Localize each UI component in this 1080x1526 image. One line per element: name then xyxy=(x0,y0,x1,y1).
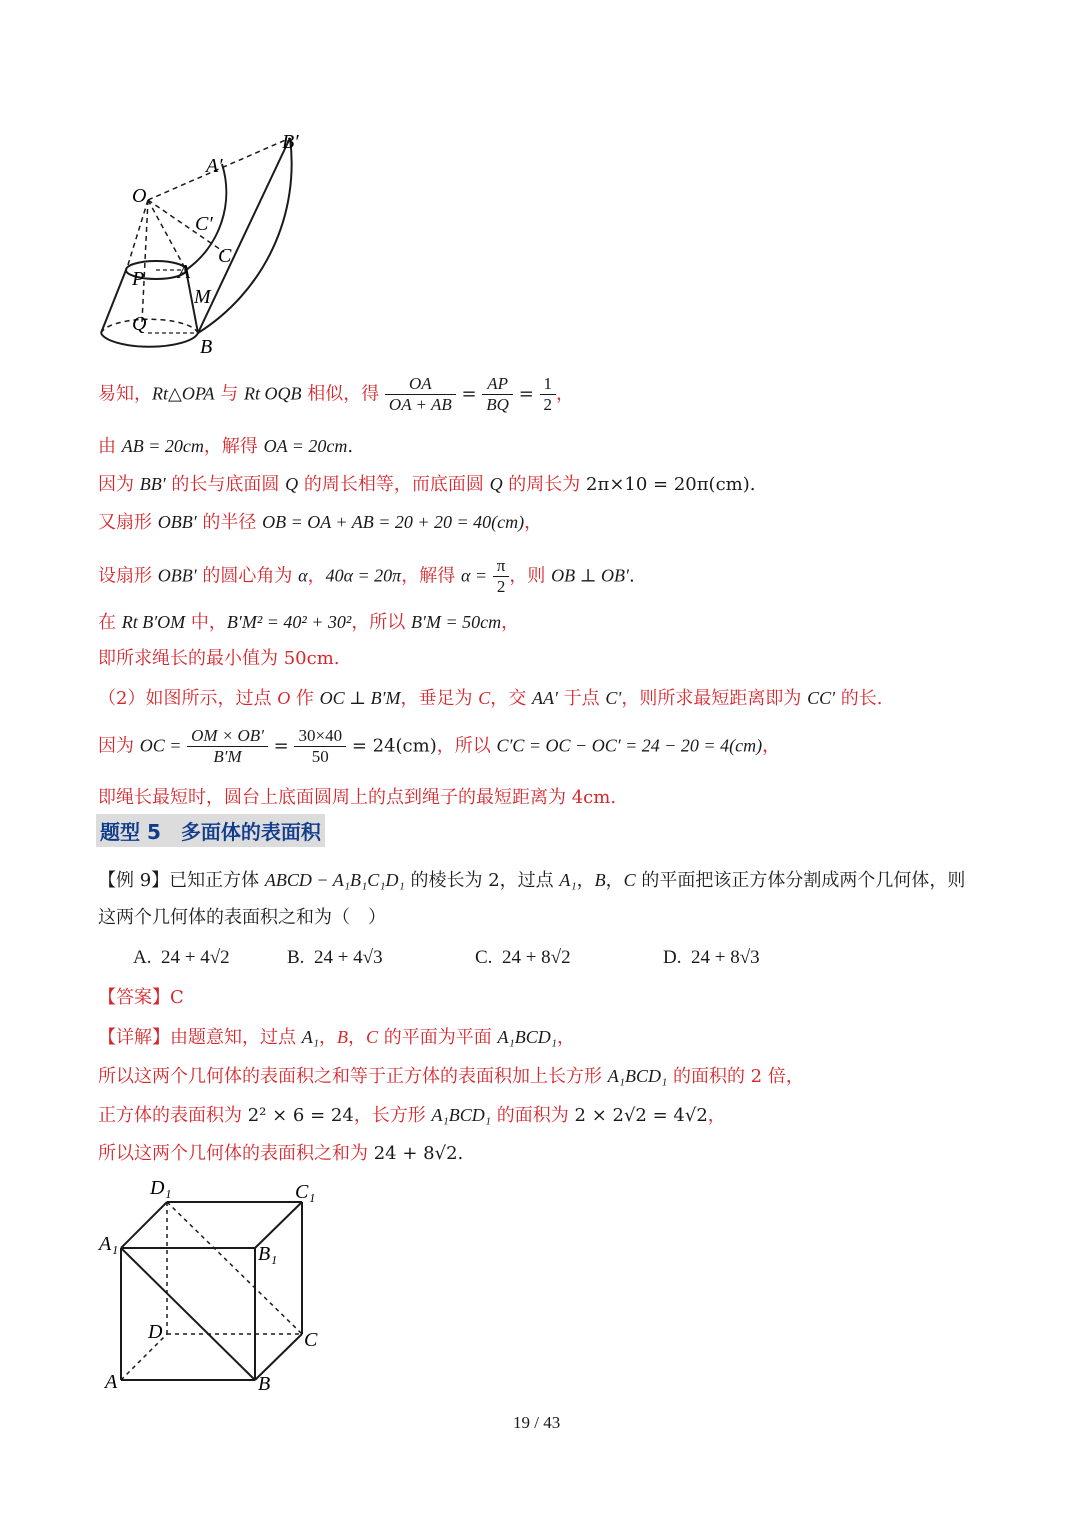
option-c[interactable]: C. 24 + 8√2 xyxy=(475,947,571,968)
solution-line-10: 即绳长最短时，圆台上底面圆周上的点到绳子的最短距离为 4cm. xyxy=(98,787,617,808)
label-c: C xyxy=(218,245,232,267)
frustum-left-side xyxy=(101,270,126,333)
label-a-prime: A′ xyxy=(206,155,223,177)
example9-question-line-2: 这两个几何体的表面积之和为（ ） xyxy=(98,907,386,928)
label-c: C xyxy=(304,1329,318,1351)
page-number: 19 / 43 xyxy=(513,1413,561,1432)
detail-line-1: 【详解】由题意知，过点 A₁，B，C 的平面为平面 A₁BCD₁， xyxy=(98,1027,575,1048)
label-d: D xyxy=(148,1321,163,1343)
example9-question-line-1: 【例 9】已知正方体 ABCD − A₁B₁C₁D₁ 的棱长为 2，过点 A₁，B，C 的平面把该正方体分割成两个几何体，则 xyxy=(98,870,966,891)
fraction-ap-over-bq: $\frac{AP}{BQ}$ xyxy=(482,374,513,415)
label-p: P xyxy=(132,268,145,290)
bottom-ellipse-front xyxy=(101,333,198,347)
fraction-pi-over-two: $\frac{\pi}{2}$ xyxy=(493,556,510,597)
fraction-1200-over-50: $\frac{30\times 40}{50}$ xyxy=(294,726,346,767)
solution-line-8: （2）如图所示，过点 O 作 OC ⊥ B′M，垂足为 C，交 AA′ 于点 C′，则所求最短距离即为 CC′ 的长. xyxy=(98,688,883,709)
edge-a1-d1 xyxy=(121,1202,167,1248)
label-d1: D₁ xyxy=(150,1177,172,1199)
solution-line-9: 因为 OC = $\frac{OM \times OB'}{B'M}$ = $\frac{30\times 40}{50}$ = 24(cm)，所以 C′C = OC − OC′ = 24 − 20 = 4(cm)， xyxy=(98,726,781,766)
option-b[interactable]: B. 24 + 4√3 xyxy=(287,947,383,968)
solution-line-3: 因为 BB′ 的长与底面圆 Q 的周长相等，而底面圆 Q 的周长为 2π×10 = 20π(cm). xyxy=(98,474,756,495)
fraction-om-ob-over-bm: $\frac{OM \times OB'}{B'M}$ xyxy=(187,726,268,767)
edge-b1-c1 xyxy=(255,1202,302,1248)
label-b: B xyxy=(200,336,213,358)
label-b-prime: B′ xyxy=(282,131,299,153)
detail-line-2: 所以这两个几何体的表面积之和等于正方体的表面积加上长方形 A₁BCD₁ 的面积的 2 倍， xyxy=(98,1066,804,1087)
section-heading: 题型 5 多面体的表面积 xyxy=(96,814,325,847)
label-b1: B₁ xyxy=(258,1243,278,1265)
line-o-right xyxy=(148,200,186,270)
detail-line-4: 所以这两个几何体的表面积之和为 24 + 8√2. xyxy=(98,1143,464,1164)
label-o: O xyxy=(132,185,147,207)
label-q: Q xyxy=(132,313,147,335)
label-a: A xyxy=(178,261,191,283)
option-d[interactable]: D. 24 + 8√3 xyxy=(663,947,760,968)
solution-line-4: 又扇形 OBB′ 的半径 OB = OA + AB = 20 + 20 = 40(cm)， xyxy=(98,512,543,533)
solution-line-7: 即所求绳长的最小值为 50cm. xyxy=(98,648,340,669)
diagonal-a1-b xyxy=(121,1248,255,1380)
label-a: A xyxy=(105,1371,118,1393)
fraction-one-half: $\frac{1}{2}$ xyxy=(540,374,557,415)
label-b: B xyxy=(258,1373,271,1395)
solution-line-1: 易知，Rt△OPA 与 Rt OQB 相似，得 $\frac{OA}{OA + AB}$ = $\frac{AP}{BQ}$ = $\frac{1}{2}$ ， xyxy=(98,374,575,414)
detail-line-3: 正方体的表面积为 2² × 6 = 24，长方形 A₁BCD₁ 的面积为 2 × 2√2 = 4√2， xyxy=(98,1105,726,1126)
bottom-ellipse-back xyxy=(101,319,198,333)
answer-line: 【答案】C xyxy=(98,987,184,1008)
option-a[interactable]: A. 24 + 4√2 xyxy=(133,947,230,968)
frustum-sector-figure xyxy=(90,120,320,365)
label-c-prime: C′ xyxy=(195,213,213,235)
label-c1: C₁ xyxy=(295,1181,316,1203)
solution-line-5: 设扇形 OBB′ 的圆心角为 α，40α = 20π，解得 α = $\frac{\pi}{2}$ ，则 OB ⊥ OB′. xyxy=(98,556,635,596)
fraction-oa-over-oa-plus-ab: $\frac{OA}{OA + AB}$ xyxy=(385,374,456,415)
label-a1: A₁ xyxy=(99,1233,119,1255)
cube-figure xyxy=(95,1172,335,1397)
solution-line-6: 在 Rt B′OM 中，B′M² = 40² + 30²，所以 B′M = 50cm， xyxy=(98,612,520,633)
label-m: M xyxy=(194,286,211,308)
answer-value: C xyxy=(170,987,184,1008)
solution-line-2: 由 AB = 20cm，解得 OA = 20cm. xyxy=(98,436,354,457)
